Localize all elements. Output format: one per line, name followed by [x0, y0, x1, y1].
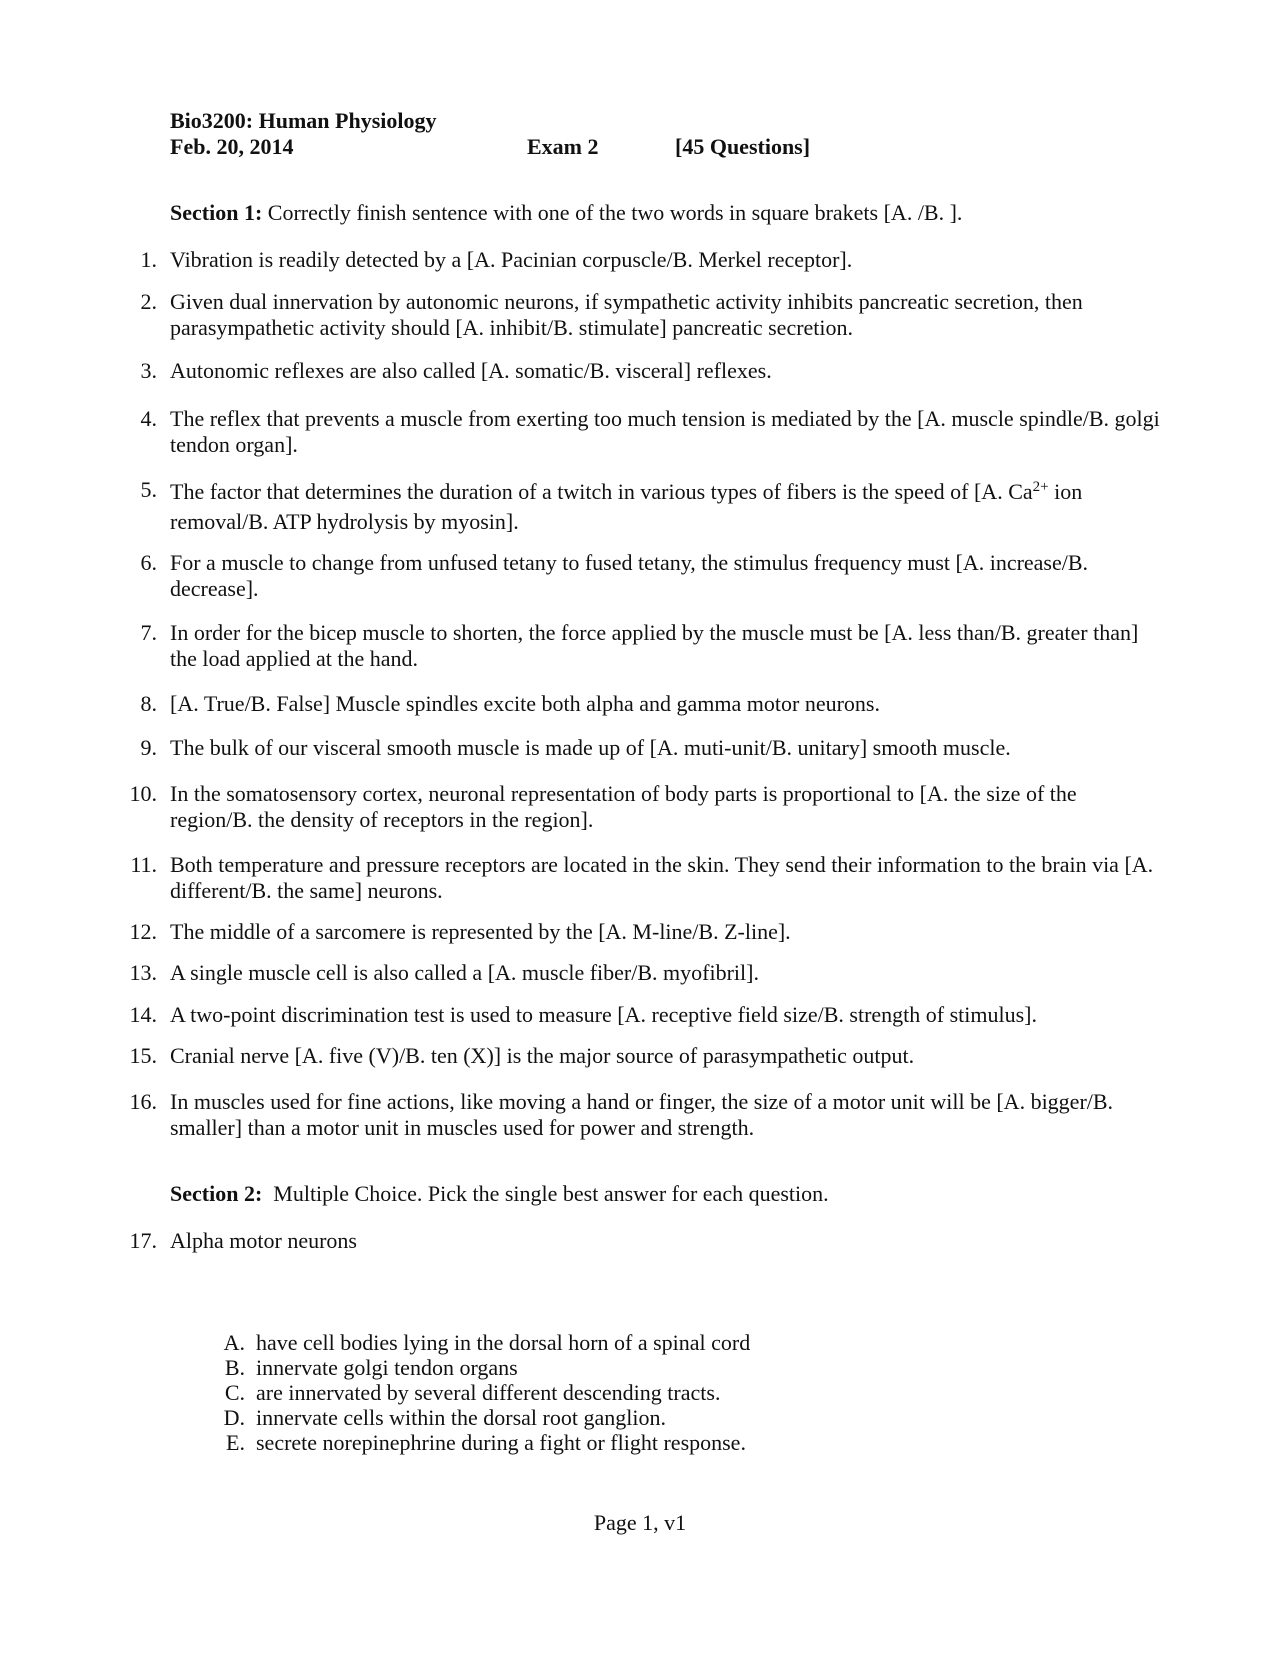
question-count: [45 Questions] [675, 134, 811, 159]
question-17-options [0, 1330, 1280, 1455]
question-text: In the somatosensory cortex, neuronal representation of body parts is proportional to [A. the size of the region/B. the density of receptors in the region]. [170, 781, 1077, 832]
option-letter: B. [224, 1355, 245, 1380]
section-1-instruction: Correctly finish sentence with one of the two words in square brakets [A. /B. ]. [262, 200, 963, 225]
question-number: 2. [140, 289, 157, 314]
option-c [0, 1380, 1280, 1405]
question-number: 15. [129, 1043, 157, 1068]
option-text: innervate cells within the dorsal root ganglion. [256, 1405, 666, 1430]
section-2-instruction: Multiple Choice. Pick the single best answer for each question. [262, 1181, 829, 1206]
option-text: are innervated by several different descending tracts. [256, 1380, 721, 1405]
exam-number: Exam 2 [527, 134, 599, 159]
question-number: 16. [129, 1089, 157, 1114]
exam-header [170, 108, 870, 160]
question-text: Cranial nerve [A. five (V)/B. ten (X)] is the major source of parasympathetic output. [170, 1043, 915, 1068]
section-2-heading [170, 1181, 829, 1207]
question-number: 4. [140, 406, 157, 431]
course-title: Bio3200: Human Physiology [170, 108, 437, 133]
page-footer: Page 1, v1 [593, 1510, 687, 1535]
question-number: 10. [129, 781, 157, 806]
question-text-part-a: The factor that determines the duration of a twitch in various types of fibers is the speed of [A. Ca [170, 479, 1033, 504]
question-text-part-b: ion removal/B. ATP hydrolysis by myosin]. [170, 479, 1083, 534]
question-text: Both temperature and pressure receptors are located in the skin. They send their information to the brain via [A. different/B. the same] neurons. [170, 852, 1154, 903]
option-letter: D. [223, 1405, 245, 1430]
question-text: Alpha motor neurons [170, 1228, 357, 1253]
question-text: Given dual innervation by autonomic neurons, if sympathetic activity inhibits pancreatic secretion, then parasympathetic activity should [A. inhibit/B. stimulate] pancreatic secretion. [170, 289, 1083, 340]
question-number: 12. [129, 919, 157, 944]
question-number: 11. [130, 852, 157, 877]
option-letter: A. [223, 1330, 245, 1355]
question-text: In muscles used for fine actions, like moving a hand or finger, the size of a motor unit will be [A. bigger/B. smaller] than a motor unit in muscles used for power and strength. [170, 1089, 1114, 1140]
question-number: 7. [140, 620, 157, 645]
question-number: 17. [129, 1228, 157, 1253]
section-1-heading [170, 200, 962, 226]
question-text: The middle of a sarcomere is represented by the [A. M-line/B. Z-line]. [170, 919, 791, 944]
superscript-charge: 2+ [1032, 479, 1049, 495]
header-details [170, 134, 870, 160]
question-text: For a muscle to change from unfused tetany to fused tetany, the stimulus frequency must [A. increase/B. decrease]. [170, 550, 1089, 601]
question-number: 8. [140, 691, 157, 716]
question-text: [A. True/B. False] Muscle spindles excite both alpha and gamma motor neurons. [170, 691, 880, 716]
option-d [0, 1405, 1280, 1430]
question-text: The bulk of our visceral smooth muscle is made up of [A. muti-unit/B. unitary] smooth muscle. [170, 735, 1011, 760]
section-1-label: Section 1: [170, 200, 263, 225]
option-text: innervate golgi tendon organs [256, 1355, 518, 1380]
question-text: A two-point discrimination test is used to measure [A. receptive field size/B. strength of stimulus]. [170, 1002, 1038, 1027]
question-number: 14. [129, 1002, 157, 1027]
option-b [0, 1355, 1280, 1380]
question-number: 1. [140, 247, 157, 272]
question-number: 3. [140, 358, 157, 383]
question-number: 13. [129, 960, 157, 985]
option-a [0, 1330, 1280, 1355]
option-letter: C. [224, 1380, 245, 1405]
option-text: secrete norepinephrine during a fight or flight response. [256, 1430, 746, 1455]
option-e [0, 1430, 1280, 1455]
question-text: In order for the bicep muscle to shorten, the force applied by the muscle must be [A. less than/B. greater than] the load applied at the hand. [170, 620, 1139, 671]
question-text: Vibration is readily detected by a [A. Pacinian corpuscle/B. Merkel receptor]. [170, 247, 853, 272]
question-text [170, 477, 1160, 537]
question-text: Autonomic reflexes are also called [A. somatic/B. visceral] reflexes. [170, 358, 772, 383]
question-number: 6. [140, 550, 157, 575]
question-number: 9. [140, 735, 157, 760]
question-text: The reflex that prevents a muscle from exerting too much tension is mediated by the [A. muscle spindle/B. golgi tendon organ]. [170, 406, 1160, 457]
option-text: have cell bodies lying in the dorsal horn of a spinal cord [256, 1330, 751, 1355]
exam-date: Feb. 20, 2014 [170, 134, 294, 159]
question-number: 5. [140, 477, 157, 502]
section-2-label: Section 2: [170, 1181, 263, 1206]
option-letter: E. [226, 1430, 245, 1455]
question-text: A single muscle cell is also called a [A. muscle fiber/B. myofibril]. [170, 960, 759, 985]
